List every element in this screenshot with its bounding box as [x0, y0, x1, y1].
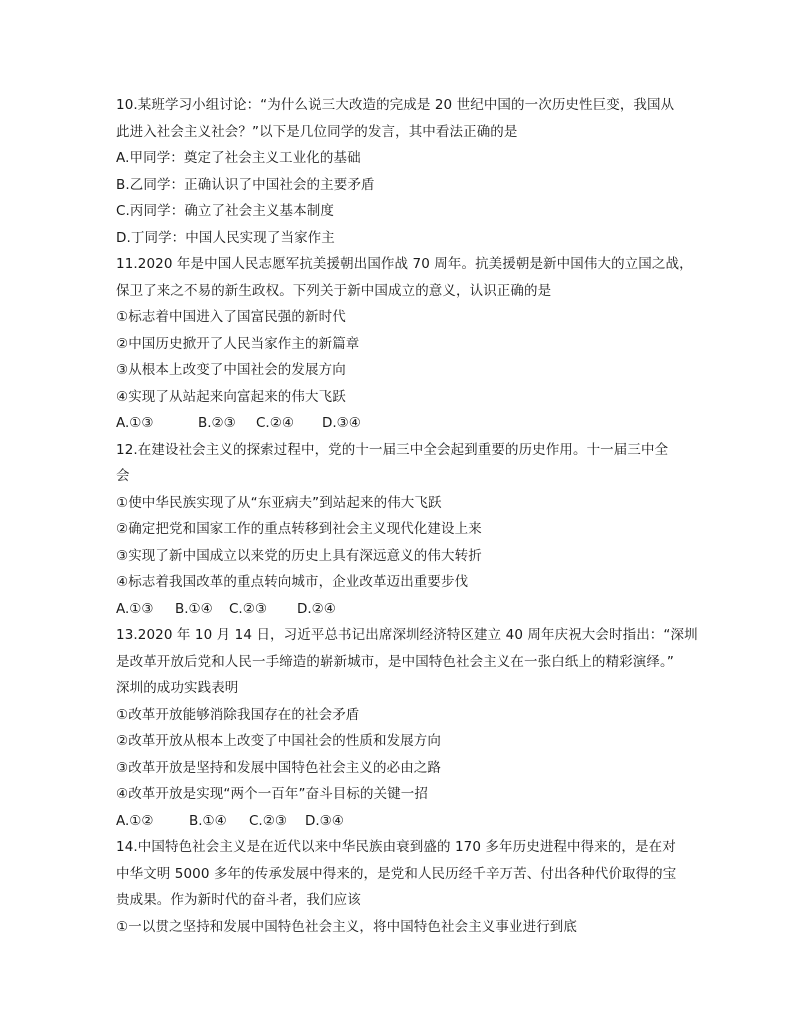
question-stem-line: 11.2020 年是中国人民志愿军抗美援朝出国作战 70 周年。抗美援朝是新中国伟大的立国之战，	[116, 256, 693, 272]
answer-options	[116, 410, 676, 437]
statement-item: ④实现了从站起来向富起来的伟大飞跃	[116, 388, 346, 405]
question-stem-line: 保卫了来之不易的新生政权。下列关于新中国成立的意义，认识正确的是	[116, 282, 552, 299]
answer-option-c: C.②③	[229, 600, 267, 617]
question-stem-line: 是改革开放后党和人民一手缔造的崭新城市，是中国特色社会主义在一张白纸上的精彩演绎。”	[116, 653, 674, 670]
answer-option-a: A.①③	[116, 600, 154, 617]
statement-item: ①改革开放能够消除我国存在的社会矛盾	[116, 706, 360, 723]
exam-page	[116, 92, 698, 940]
answer-option-a: A.①③	[116, 415, 154, 431]
question-12	[116, 437, 676, 623]
question-stem-line: 会	[116, 468, 130, 484]
question-14	[116, 834, 676, 940]
answer-choice-a: A.甲同学：奠定了社会主义工业化的基础	[116, 150, 361, 166]
answer-choice-b: B.乙同学：正确认识了中国社会的主要矛盾	[116, 176, 375, 193]
answer-option-d: D.③④	[305, 812, 344, 829]
statement-item: ①使中华民族实现了从“东亚病夫”到站起来的伟大飞跃	[116, 494, 442, 511]
answer-option-b: B.②③	[198, 415, 236, 431]
statement-item: ③改革开放是坚持和发展中国特色社会主义的必由之路	[116, 759, 442, 776]
answer-option-b: B.①④	[175, 600, 213, 617]
answer-option-a: A.①②	[116, 812, 154, 829]
statement-item: ①一以贯之坚持和发展中国特色社会主义，将中国特色社会主义事业进行到底	[116, 918, 578, 935]
question-stem-line: 12.在建设社会主义的探索过程中，党的十一届三中全会起到重要的历史作用。十一届三中全	[116, 441, 669, 458]
statement-item: ④改革开放是实现“两个一百年”奋斗目标的关键一招	[116, 786, 428, 802]
question-13	[116, 622, 698, 834]
question-stem-line: 深圳的成功实践表明	[116, 680, 239, 696]
answer-option-c: C.②④	[256, 415, 294, 431]
answer-choice-c: C.丙同学：确立了社会主义基本制度	[116, 203, 334, 219]
answer-option-d: D.②④	[297, 600, 336, 617]
question-stem-line: 13.2020 年 10 月 14 日，习近平总书记出席深圳经济特区建立 40 周年庆祝大会时指出：“深圳	[116, 627, 698, 643]
answer-option-c: C.②③	[249, 812, 287, 829]
question-stem-line: 此进入社会主义社会？”以下是几位同学的发言，其中看法正确的是	[116, 123, 518, 140]
statement-item: ②中国历史掀开了人民当家作主的新篇章	[116, 335, 360, 352]
question-stem-line: 14.中国特色社会主义是在近代以来中华民族由衰到盛的 170 多年历史进程中得来的，是在对	[116, 839, 676, 855]
answer-options	[116, 808, 676, 835]
answer-option-d: D.③④	[322, 415, 361, 431]
question-stem-line: 10.某班学习小组讨论：“为什么说三大改造的完成是 20 世纪中国的一次历史性巨变，我国从	[116, 97, 675, 113]
answer-choice-d: D.丁同学：中国人民实现了当家作主	[116, 229, 335, 246]
statement-item: ③实现了新中国成立以来党的历史上具有深远意义的伟大转折	[116, 547, 482, 564]
statement-item: ④标志着我国改革的重点转向城市，企业改革迈出重要步伐	[116, 574, 469, 590]
question-11	[116, 251, 693, 437]
question-stem-line: 中华文明 5000 多年的传承发展中得来的，是党和人民历经千辛万苦、付出各种代价取得的宝	[116, 865, 677, 882]
statement-item: ①标志着中国进入了国富民强的新时代	[116, 309, 346, 325]
answer-option-b: B.①④	[189, 812, 227, 829]
question-stem-line: 贵成果。作为新时代的奋斗者，我们应该	[116, 892, 361, 908]
statement-item: ②改革开放从根本上改变了中国社会的性质和发展方向	[116, 733, 442, 749]
statement-item: ③从根本上改变了中国社会的发展方向	[116, 362, 346, 378]
answer-options	[116, 596, 676, 623]
question-10	[116, 92, 676, 251]
statement-item: ②确定把党和国家工作的重点转移到社会主义现代化建设上来	[116, 521, 482, 537]
